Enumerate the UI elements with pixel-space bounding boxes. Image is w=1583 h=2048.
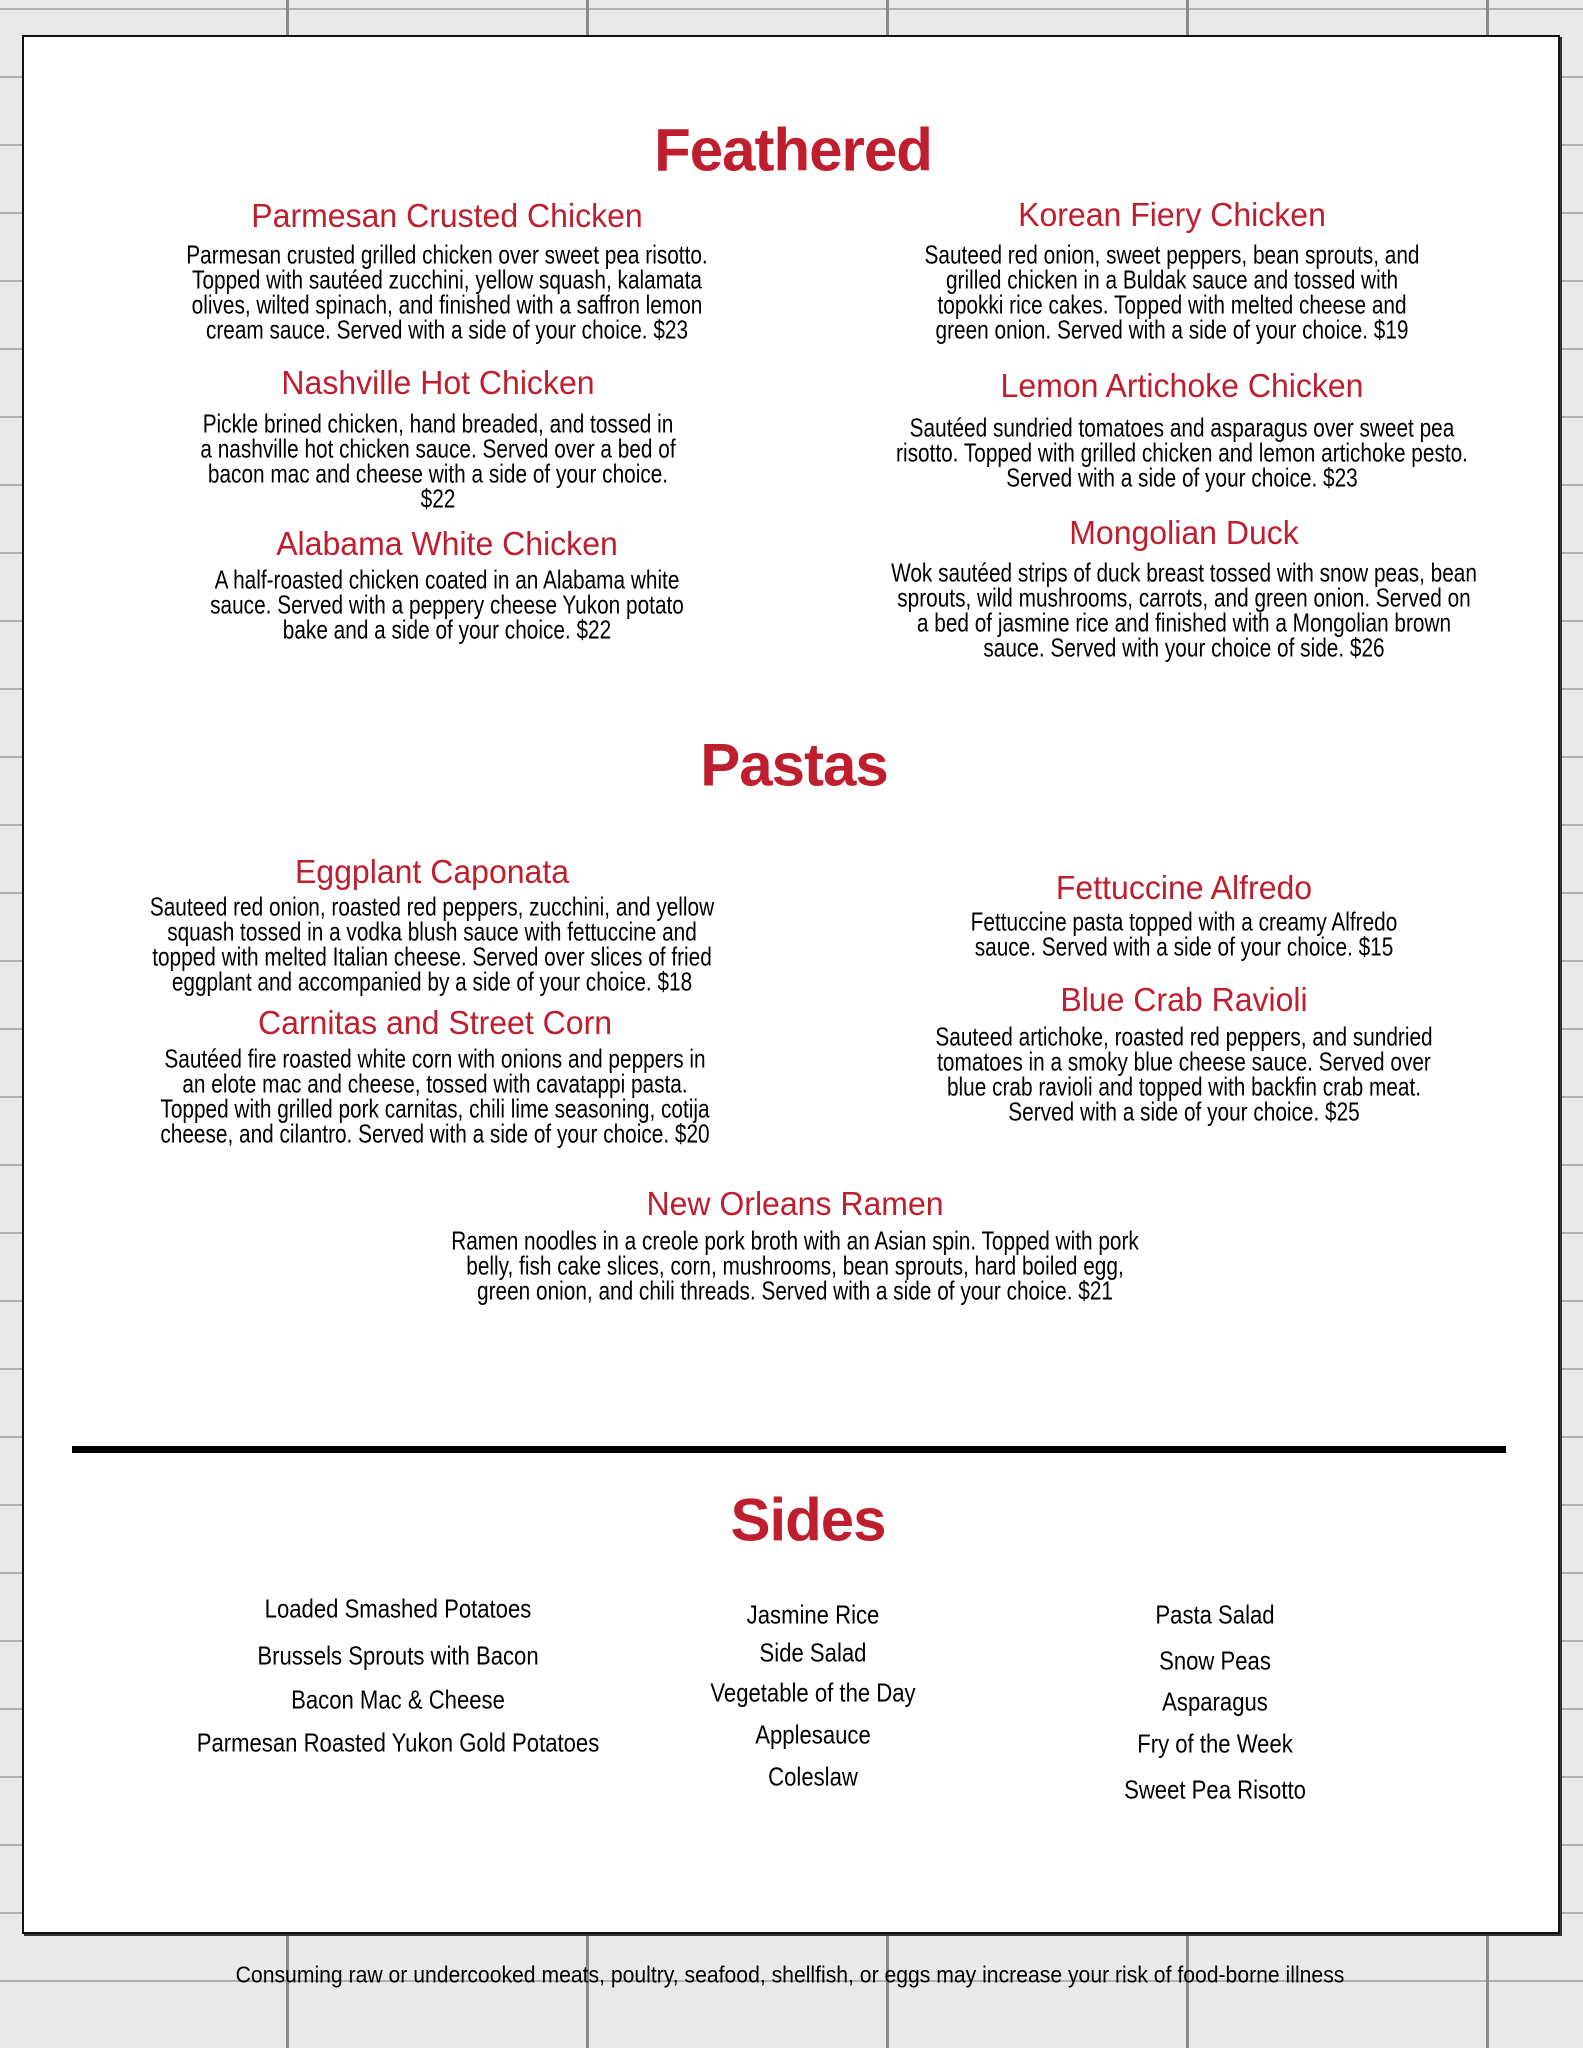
menu-item-description-line: Sautéed fire roasted white corn with onions and peppers in <box>164 1043 706 1074</box>
menu-item-description-line: A half-roasted chicken coated in an Alabama white <box>214 564 680 595</box>
section-title-pastas: Pastas <box>700 731 888 799</box>
menu-item-name: Lemon Artichoke Chicken <box>1000 367 1364 404</box>
side-item: Parmesan Roasted Yukon Gold Potatoes <box>196 1727 600 1758</box>
side-item: Brussels Sprouts with Bacon <box>257 1640 539 1671</box>
side-item: Asparagus <box>1162 1686 1268 1717</box>
menu-item-description-line: sauce. Served with a side of your choice. $15 <box>974 931 1394 962</box>
menu-item-description-line: belly, fish cake slices, corn, mushrooms, bean sprouts, hard boiled egg, <box>466 1250 1124 1281</box>
menu-item-name: Blue Crab Ravioli <box>1060 981 1308 1018</box>
menu-item-name: Nashville Hot Chicken <box>281 364 595 401</box>
menu-item-description-line: Parmesan crusted grilled chicken over sweet pea risotto. <box>186 239 708 270</box>
menu-item-description-line: Ramen noodles in a creole pork broth with an Asian spin. Topped with pork <box>451 1225 1139 1256</box>
menu-item-description-line: eggplant and accompanied by a side of your choice. $18 <box>171 966 693 997</box>
menu-item-description-line: risotto. Topped with grilled chicken and lemon artichoke pesto. <box>896 437 1468 468</box>
menu-item-description-line: olives, wilted spinach, and finished with a saffron lemon <box>191 289 703 320</box>
menu-item-description-line: Topped with grilled pork carnitas, chili lime seasoning, cotija <box>160 1093 710 1124</box>
side-item: Bacon Mac & Cheese <box>291 1684 505 1715</box>
food-safety-disclaimer: Consuming raw or undercooked meats, poultry, seafood, shellfish, or eggs may increase your risk of food-borne illness <box>235 1961 1345 1988</box>
menu-item-description-line: green onion. Served with a side of your choice. $19 <box>935 314 1409 345</box>
divider <box>72 1446 1506 1453</box>
side-item: Coleslaw <box>768 1761 858 1792</box>
menu-item-description-line: topokki rice cakes. Topped with melted cheese and <box>937 289 1407 320</box>
menu-item-description-line: Served with a side of your choice. $25 <box>1008 1096 1360 1127</box>
menu-item-description-line: topped with melted Italian cheese. Served over slices of fried <box>152 941 712 972</box>
menu-item-name: Carnitas and Street Corn <box>257 1004 613 1041</box>
side-item: Side Salad <box>759 1637 867 1668</box>
menu-item-description-line: grilled chicken in a Buldak sauce and tossed with <box>945 264 1399 295</box>
menu-item-description-line: a bed of jasmine rice and finished with a Mongolian brown <box>916 607 1452 638</box>
menu-item-description-line: a nashville hot chicken sauce. Served over a bed of <box>200 433 676 464</box>
side-item: Applesauce <box>755 1719 871 1750</box>
menu-item-description-line: squash tossed in a vodka blush sauce with fettuccine and <box>167 916 697 947</box>
menu-item-description-line: Served with a side of your choice. $23 <box>1006 462 1358 493</box>
section-title-feathered: Feathered <box>654 116 932 184</box>
menu-item-description-line: an elote mac and cheese, tossed with cavatappi pasta. <box>182 1068 688 1099</box>
menu-item-name: Eggplant Caponata <box>294 853 570 890</box>
menu-item-description-line: sauce. Served with a peppery cheese Yukon potato <box>210 589 684 620</box>
menu-item-description-line: Pickle brined chicken, hand breaded, and tossed in <box>202 408 674 439</box>
menu-item-description-line: Fettuccine pasta topped with a creamy Alfredo <box>970 906 1398 937</box>
side-item: Loaded Smashed Potatoes <box>264 1593 532 1624</box>
menu-item-name: Korean Fiery Chicken <box>1018 196 1326 233</box>
menu-item-description-line: cheese, and cilantro. Served with a side of your choice. $20 <box>160 1118 710 1149</box>
menu-item-name: Fettuccine Alfredo <box>1055 869 1313 906</box>
side-item: Jasmine Rice <box>746 1599 880 1630</box>
menu-item-name: New Orleans Ramen <box>646 1185 944 1222</box>
section-title-sides: Sides <box>730 1486 886 1554</box>
side-item: Pasta Salad <box>1155 1599 1275 1630</box>
menu-item-description-line: $22 <box>420 483 456 514</box>
side-item: Sweet Pea Risotto <box>1124 1774 1306 1805</box>
menu-item-description-line: Topped with sautéed zucchini, yellow squash, kalamata <box>192 264 702 295</box>
menu-item-name: Parmesan Crusted Chicken <box>251 197 643 234</box>
menu-item-name: Mongolian Duck <box>1069 514 1299 551</box>
menu-item-description-line: Sauteed red onion, sweet peppers, bean sprouts, and <box>924 239 1420 270</box>
menu-item-description-line: Sautéed sundried tomatoes and asparagus over sweet pea <box>909 412 1455 443</box>
side-item: Vegetable of the Day <box>710 1677 916 1708</box>
menu-item-description-line: Sauteed red onion, roasted red peppers, zucchini, and yellow <box>149 891 715 922</box>
menu-item-description-line: cream sauce. Served with a side of your choice. $23 <box>205 314 689 345</box>
menu-item-name: Alabama White Chicken <box>276 525 618 562</box>
menu-item-description-line: green onion, and chili threads. Served with a side of your choice. $21 <box>477 1275 1113 1306</box>
menu-item-description-line: bake and a side of your choice. $22 <box>282 614 612 645</box>
side-item: Fry of the Week <box>1137 1728 1293 1759</box>
menu-item-description-line: blue crab ravioli and topped with backfin crab meat. <box>946 1071 1422 1102</box>
menu-item-description-line: Wok sautéed strips of duck breast tossed with snow peas, bean <box>891 557 1477 588</box>
menu-item-description-line: tomatoes in a smoky blue cheese sauce. Served over <box>937 1046 1431 1077</box>
side-item: Snow Peas <box>1159 1645 1271 1676</box>
menu-item-description-line: sprouts, wild mushrooms, carrots, and green onion. Served on <box>897 582 1471 613</box>
menu-item-description-line: sauce. Served with your choice of side. $26 <box>983 632 1385 663</box>
menu-item-description-line: Sauteed artichoke, roasted red peppers, and sundried <box>935 1021 1433 1052</box>
menu-item-description-line: bacon mac and cheese with a side of your choice. <box>207 458 669 489</box>
